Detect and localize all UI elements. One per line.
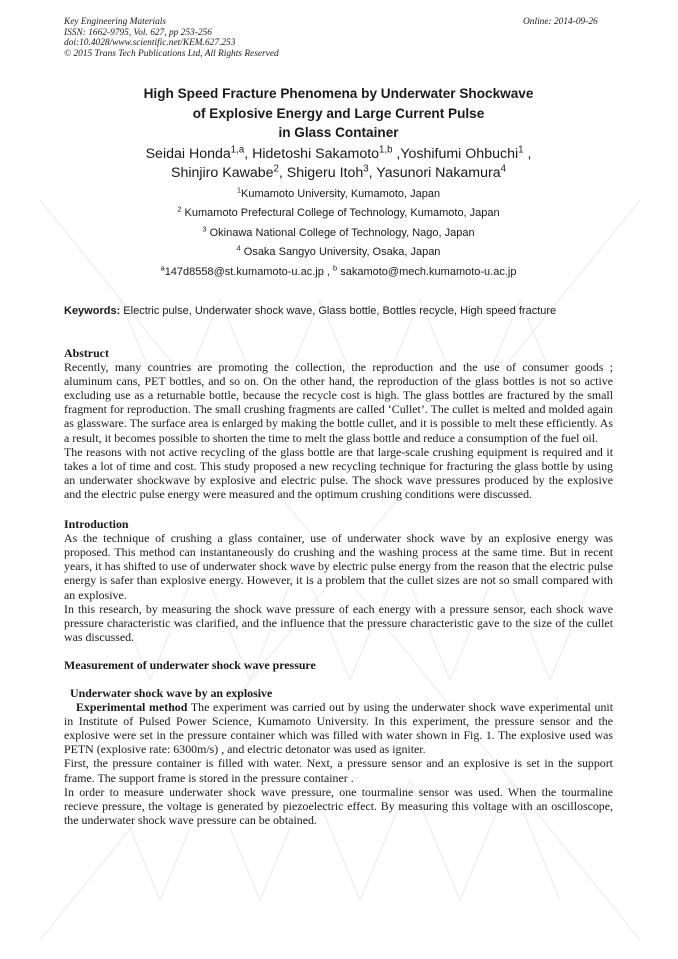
online-date: Online: 2014-09-26 [523, 17, 598, 27]
author-sup: 2 [273, 163, 279, 175]
affiliation-sup: 4 [236, 243, 241, 253]
author-sup: 1 [518, 144, 524, 156]
affiliation-sup: 3 [202, 224, 207, 234]
title-line-2: of Explosive Energy and Large Current Pulse [192, 105, 485, 121]
paper-title [64, 84, 613, 143]
copyright-line: © 2015 Trans Tech Publications Ltd, All Rights Reserved [64, 48, 279, 59]
affiliation-sup: 1 [236, 185, 242, 195]
affiliation-sup: 2 [177, 204, 182, 214]
doi-line: doi:10.4028/www.scientific.net/KEM.627.253 [64, 38, 236, 49]
author-line-1 [64, 145, 613, 164]
introduction-paragraph: As the technique of crushing a glass container, use of underwater shock wave by an explosive energy was proposed. This method can instantaneously do crushing and the washing process at the same time. But in recent years, it has shifted to use of underwater shock wave by electric pulse energy from the reason that the electric pulse energy is safer than explosive energy. However, it is a problem that the cullet sizes are not so small compared with an explosive. [64, 531, 613, 602]
affiliation-text: Okinawa National College of Technology, Nago, Japan [206, 226, 475, 239]
journal-header [64, 17, 279, 59]
title-line-3: in Glass Container [278, 125, 399, 140]
author-name: ,Yoshifumi Ohbuchi [392, 146, 519, 162]
method-label: Experimental method [76, 700, 188, 715]
author-name: , Yasunori Nakamura [368, 165, 501, 181]
journal-name: Key Engineering Materials [64, 17, 167, 27]
affiliation [64, 224, 613, 243]
author-sup: 1,a [230, 144, 245, 156]
email-address: 147d8558@st.kumamoto-u.ac.jp , [164, 265, 334, 278]
email-sup: b [333, 262, 338, 272]
affiliation [64, 204, 613, 223]
keywords-text: Electric pulse, Underwater shock wave, Glass bottle, Bottles recycle, High speed fracture [120, 305, 557, 317]
title-line-1: High Speed Fracture Phenomena by Underwater Shockwave [143, 86, 534, 101]
measurement-paragraph: In order to measure underwater shock wave pressure, one tourmaline sensor was used. When the tourmaline recieve pressure, the voltage is generated by piezoelectric effect. By measuring this voltage with an oscilloscope, the underwater shock wave pressure can be obtained. [64, 784, 613, 827]
email-address: sakamoto@mech.kumamoto-u.ac.jp [337, 265, 517, 278]
measurement-heading: Measurement of underwater shock wave pressure [64, 657, 316, 672]
affiliation [64, 243, 613, 262]
measurement-paragraph [64, 700, 613, 756]
abstract-heading: Abstruct [64, 346, 109, 360]
paper-body [64, 346, 613, 827]
method-text: The experiment was carried out by using the underwater shock wave experimental unit in Institute of Pulsed Power Science, Kumamoto University. In this experiment, the pressure sensor and the explosive were set in the pressure container which was filled with water shown in Fig. 1. The explosive used was PETN (explosive rate: 6300m/s) , and electric detonator was used as igniter. [64, 700, 613, 757]
keywords-label: Keywords: [64, 305, 121, 317]
affiliation-text: Kumamoto University, Kumamoto, Japan [241, 188, 441, 200]
author-sup: 1,b [379, 144, 393, 156]
author-sup: 3 [363, 163, 369, 175]
author-name: Seidai Honda [145, 146, 231, 162]
author-separator: , [523, 146, 532, 162]
email-line [64, 263, 613, 282]
author-name: Shinjiro Kawabe [170, 165, 274, 181]
author-name: , Hidetoshi Sakamoto [244, 146, 380, 162]
abstract-paragraph: Recently, many countries are promoting the collection, the reproduction and the use of consumer goods ; aluminum cans, PET bottles, and so on. On the other hand, the reproduction of the glass bottles is not so active excluding use as a returnable bottle, because the recycle cost is high. The glass bottles are fractured by the small fragment for reproduction. The small crushing fragments are called ‘Cullet’. The cullet is melted and molded again as glassware. The surface area is enlarged by making the bottle cullet, and it is possible to melt these efficiently. As a result, it becomes possible to shorten the time to melt the glass bottle and reduce a consumption of the fuel oil. [64, 360, 613, 445]
email-sup: a [160, 262, 165, 272]
author-line-2 [64, 164, 613, 183]
affiliation-text: Osaka Sangyo University, Osaka, Japan [240, 246, 441, 259]
introduction-paragraph: In this research, by measuring the shock wave pressure of each energy with a pressure sensor, each shock wave pressure characteristic was clarified, and the influence that the pressure characteristic gave to the size of the cullet was discussed. [64, 601, 613, 644]
measurement-subheading: Underwater shock wave by an explosive [70, 685, 273, 700]
affiliation [64, 185, 613, 204]
author-list [64, 145, 613, 183]
abstract-paragraph: The reasons with not active recycling of the glass bottle are that large-scale crushing equipment is required and it takes a lot of time and cost. This study proposed a new recycling technique for fracturing the glass bottle by using an underwater shockwave by explosive and electric pulse. The shock wave pressures produced by the explosive and the electric pulse energy were measured and the optimum crushing conditions were discussed. [64, 444, 613, 501]
measurement-paragraph: First, the pressure container is filled with water. Next, a pressure sensor and an explosive is set in the support frame. The support frame is stored in the pressure container . [64, 756, 613, 785]
author-name: , Shigeru Itoh [278, 165, 364, 181]
affiliation-text: Kumamoto Prefectural College of Technology, Kumamoto, Japan [181, 207, 500, 220]
affiliation-list [64, 185, 613, 282]
introduction-heading: Introduction [64, 517, 129, 532]
author-sup: 4 [500, 163, 507, 175]
issn-line: ISSN: 1662-9795, Vol. 627, pp 253-256 [64, 27, 212, 38]
keywords [64, 304, 613, 319]
